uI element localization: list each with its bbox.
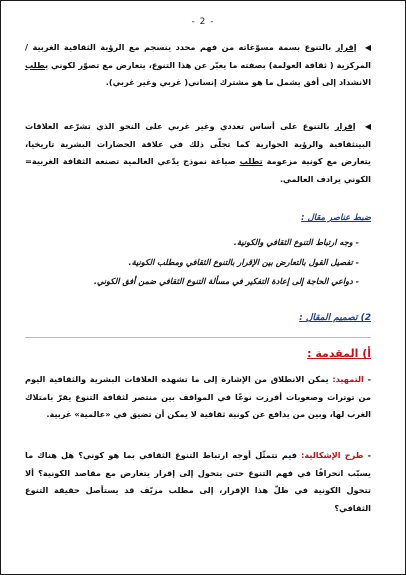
section-2-heading: 2) تصميم المقال : [299,313,371,323]
list-item: - تفصيل القول بالتعارض بين الإقرار بالتنوع الثقافي ومطلب الكونية. [128,256,359,267]
list-item-text: دواعي الحاجة إلى إعادة التفكير في مسألة التنوع الثقافي ضمن أفق الكوني. [93,276,353,286]
intro-item-label: التمهيد: [332,374,364,384]
paragraph-1-underlined: يطلب [25,59,49,70]
section-1-list [61,233,359,292]
paragraph-1-tail: الانشداد إلى أفق يشمل ما هو مشترك إنساني( غربي وغير غربي). [105,77,371,87]
page-number: - 2 - [191,17,215,27]
intro-item-text: يمكن الانطلاق من الإشارة إلى ما تشهده العلاقات البشرية والثقافية اليوم من توترات وصعوبات أفرزت نوعًا في المواقف بين منتصر لثقافة التنوع يقرّ بامتلاك الغرب لها، وبين من يدافع عن كونية ثقافية لا يمكن أن تضيق في «عالمية» غربية. [25,374,371,419]
paragraph-2-underlined: تطلب [239,156,263,166]
intro-item-text: فيم تتمثّل أوجه ارتباط التنوع الثقافي بما هو كوني؟ هل هناك ما يسبّب انحرافًا في فهم التنوع حتى يتحول إلى إقرار يتعارض مع مقاصد الكونية؟ ألا تتحول الكونية في ظلّ هذا الإقرار، إلى مطلب مزيّف قد يستأصل حقيقة التنوع الثقافي؟ [25,450,371,513]
list-item: - دواعي الحاجة إلى إعادة التفكير في مسألة التنوع الثقافي ضمن أفق الكوني. [93,276,359,286]
intro-item-2: - طرح الإشكالية: فيم تتمثّل أوجه ارتباط التنوع الثقافي بما هو كوني؟ هل هناك ما يسبّب انحرافًا في فهم التنوع حتى يتحول إلى إقرار يتعارض مع مقاصد الكونية؟ ألا تتحول الكونية في ظلّ هذا الإقرار، إلى مطلب مزيّف قد يستأصل حقيقة التنوع الثقافي؟ [25,450,371,513]
paragraph-1 [25,39,371,92]
arrow-bullet-icon: ◀ [364,43,371,52]
divider [25,337,371,338]
paragraph-2-text: بالتنوع على أساس تعددي وغير غربي على النحو الذي تشرّعه العلاقات البينثقافية والرؤية الحوارية كما تجلّى ذلك في علاقة الحضارات البشرية تاريخيا، يتعارض مع كونية مزعومة [25,121,371,166]
section-1-heading: ضبط عناصر مقال : [301,213,371,223]
paragraph-1-text: بالتنوع بسمة مسوّغاته من فهم محدد ينسجم مع الرؤية الثقافية الغربية / المركزية ( ثقافة العولمة) بصفته ما يعبّر عن هذا التنوع، يتعارض مع تصوّر لكوني [25,42,371,70]
arrow-bullet-icon: ◀ [364,122,371,131]
intro-item-label: طرح الإشكالية: [301,450,364,460]
list-item-text: وجه ارتباط التنوع الثقافي والكونية. [233,237,353,247]
intro-heading: أ) المقدمة : [307,347,371,360]
list-item: - وجه ارتباط التنوع الثقافي والكونية. [233,237,359,247]
intro-item-1: - التمهيد: يمكن الانطلاق من الإشارة إلى ما تشهده العلاقات البشرية والثقافية اليوم من توترات وصعوبات أفرزت نوعًا في المواقف بين منتصر لثقافة التنوع يقرّ بامتلاك الغرب لها، وبين من يدافع عن كونية ثقافية لا يمكن أن تضيق في «عالمية» غربية. [25,374,371,419]
paragraph-2 [25,118,371,188]
paragraph-2-tail: صياغة نموذج يدّعي العالمية تصنعه الثقافة الغربية= الكوني يرادف العالمي. [25,156,371,184]
list-item-text: تفصيل القول بالتعارض بين الإقرار بالتنوع الثقافي ومطلب الكونية. [128,256,353,267]
paragraph-1-lead: إقرار [335,42,357,52]
paragraph-2-lead: إقرار [334,121,356,131]
